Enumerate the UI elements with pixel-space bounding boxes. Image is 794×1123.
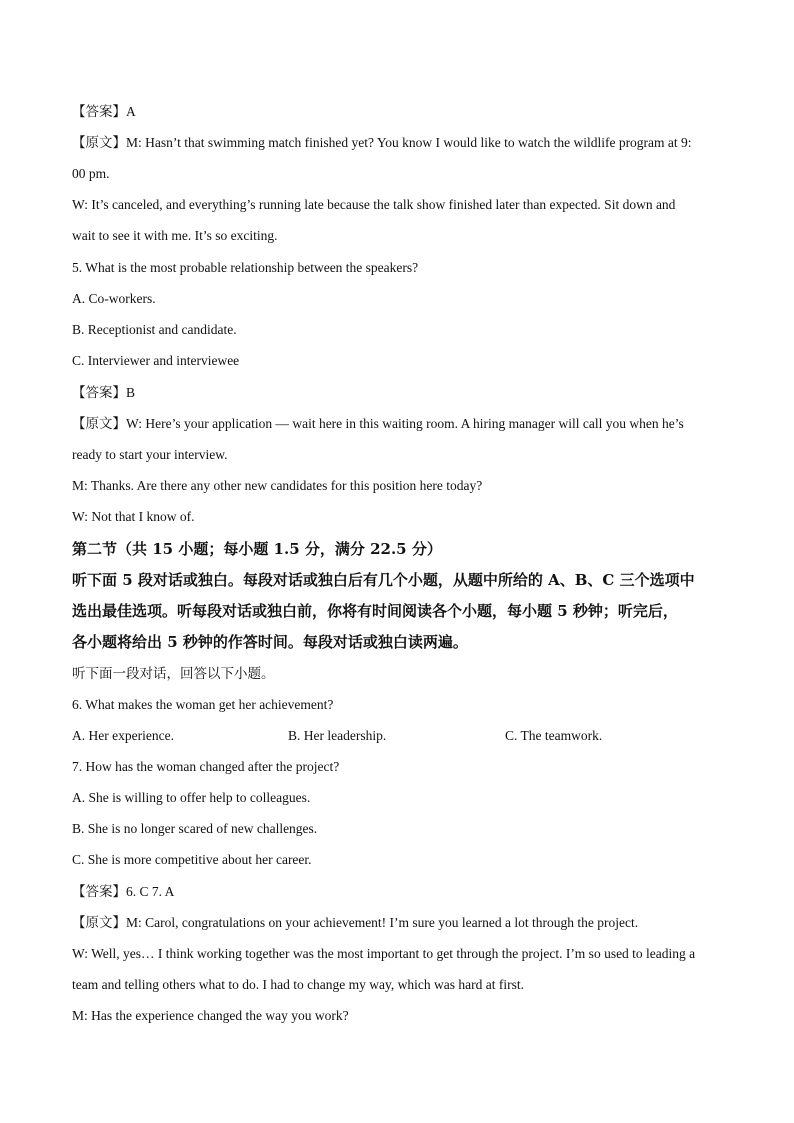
option-text: B. She is no longer scared of new challenges. [72,821,318,836]
question-text: 6. What makes the woman get her achievement? [72,697,334,712]
transcript-line: W: Well, yes… I think working together was the most important to get through the project. I’m so used to leading a [72,946,696,961]
transcript-line: 【原文】M: Carol, congratulations on your achievement! I’m sure you learned a lot through the project. [72,915,639,930]
transcript-line: M: Thanks. Are there any other new candidates for this position here today? [72,478,483,493]
transcript-line: M: Has the experience changed the way you work? [72,1008,349,1023]
instruction-text: 各小题将给出 5 秒钟的作答时间。每段对话或独白读两遍。 [72,633,468,651]
option-text: C. She is more competitive about her career. [72,852,312,867]
question-text: 7. How has the woman changed after the project? [72,759,340,774]
answer-label: 【答案】B [72,385,136,400]
transcript-line: 00 pm. [72,166,110,181]
option-text: A. She is willing to offer help to colleagues. [72,790,311,805]
transcript-line: 【原文】W: Here’s your application — wait here in this waiting room. A hiring manager will call you when he’s [72,416,684,431]
instruction-text: 选出最佳选项。听每段对话或独白前，你将有时间阅读各个小题，每小题 5 秒钟；听完后， [72,602,678,620]
option-a: A. Her experience. [72,728,174,743]
transcript-line: team and telling others what to do. I had to change my way, which was hard at first. [72,977,524,992]
transcript-line: 【原文】M: Hasn’t that swimming match finished yet? You know I would like to watch the wildlife program at 9: [72,135,692,150]
option-b: B. Her leadership. [288,728,387,743]
transcript-line: wait to see it with me. It’s so exciting. [72,228,278,243]
option-text: B. Receptionist and candidate. [72,322,237,337]
question-text: 5. What is the most probable relationship between the speakers? [72,260,419,275]
option-c: C. The teamwork. [505,728,603,743]
instruction-text: 听下面一段对话，回答以下小题。 [72,666,275,681]
answer-label: 【答案】6. C 7. A [72,884,175,899]
answer-label: 【答案】A [72,104,136,119]
option-text: A. Co-workers. [72,291,156,306]
section-heading: 第二节（共 15 小题；每小题 1.5 分，满分 22.5 分） [72,540,442,558]
transcript-line: W: It’s canceled, and everything’s running late because the talk show finished later than expected. Sit down and [72,197,676,212]
instruction-text: 听下面 5 段对话或独白。每段对话或独白后有几个小题，从题中所给的 A、B、C 三个选项中 [72,571,695,589]
transcript-line: ready to start your interview. [72,447,228,462]
transcript-line: W: Not that I know of. [72,509,195,524]
option-text: C. Interviewer and interviewee [72,353,240,368]
